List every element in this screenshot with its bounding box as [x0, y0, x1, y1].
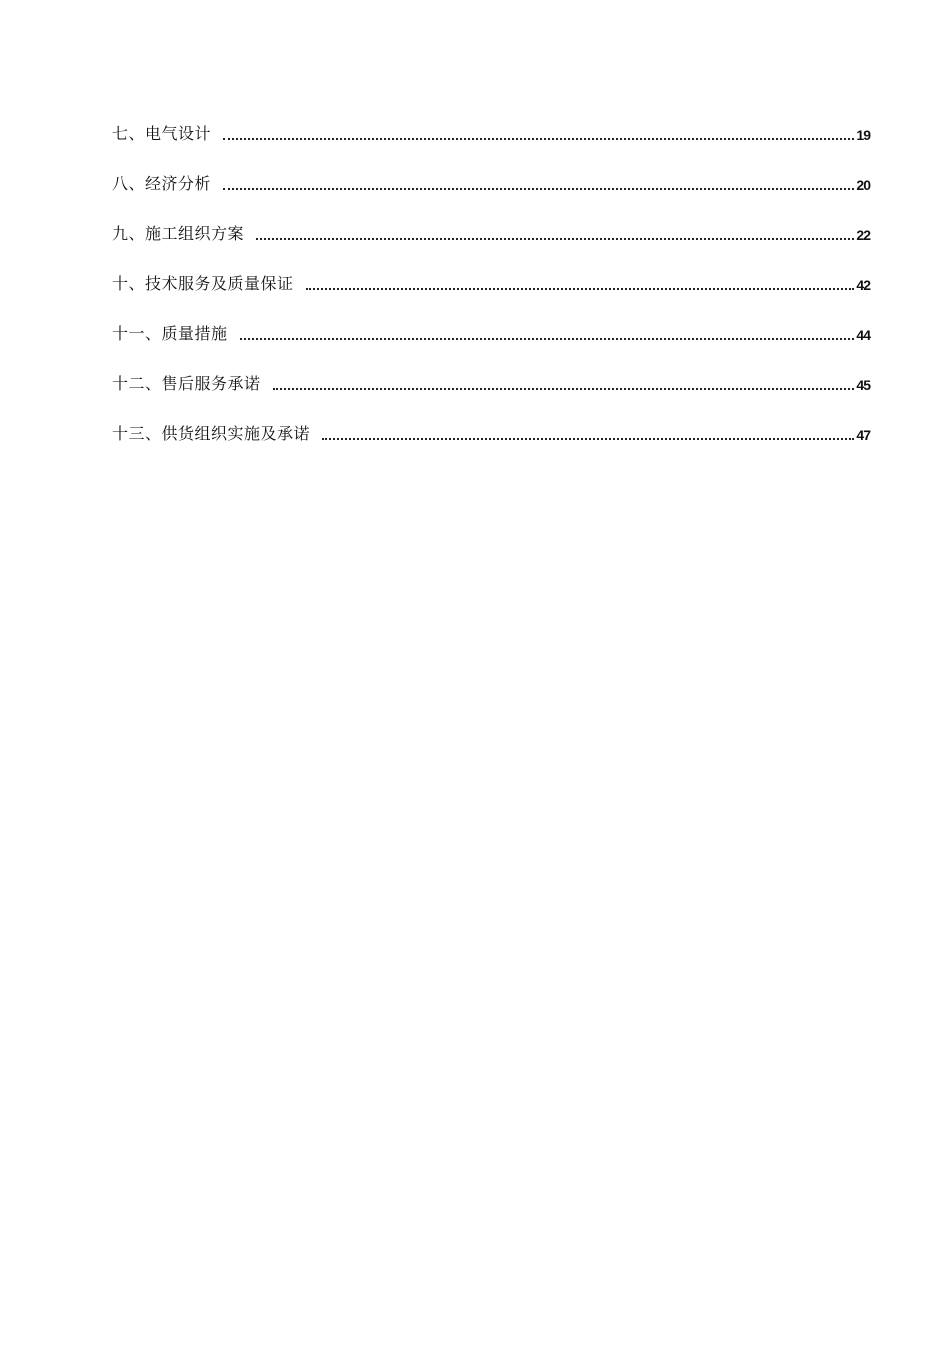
toc-entry-page-number: 42 [856, 277, 870, 293]
toc-dot-leader [223, 188, 854, 190]
table-of-contents [112, 108, 870, 458]
toc-entry-title: 十二、售后服务承诺 [112, 374, 261, 393]
toc-dot-leader [256, 238, 854, 240]
toc-entry-supply-organization[interactable] [112, 408, 870, 458]
toc-entry-economic-analysis[interactable] [112, 158, 870, 208]
toc-entry-page-number: 45 [856, 377, 870, 393]
toc-entry-technical-service-quality[interactable] [112, 258, 870, 308]
toc-entry-electrical-design[interactable] [112, 108, 870, 158]
toc-dot-leader [306, 288, 855, 290]
toc-entry-after-sales-commitment[interactable] [112, 358, 870, 408]
toc-entry-page-number: 19 [856, 127, 870, 143]
toc-entry-title: 八、经济分析 [112, 174, 212, 193]
toc-entry-page-number: 20 [856, 177, 870, 193]
toc-entry-title: 七、电气设计 [112, 124, 212, 143]
toc-entry-construction-plan[interactable] [112, 208, 870, 258]
toc-entry-page-number: 22 [856, 227, 870, 243]
toc-entry-title: 九、施工组织方案 [112, 224, 245, 243]
toc-entry-quality-measures[interactable] [112, 308, 870, 358]
toc-dot-leader [273, 388, 855, 390]
toc-dot-leader [322, 438, 854, 440]
toc-dot-leader [223, 138, 854, 140]
toc-entry-title: 十、技术服务及质量保证 [112, 274, 294, 293]
toc-dot-leader [240, 338, 855, 340]
toc-entry-title: 十一、质量措施 [112, 324, 228, 343]
toc-entry-page-number: 44 [856, 327, 870, 343]
toc-entry-page-number: 47 [856, 427, 870, 443]
toc-entry-title: 十三、供货组织实施及承诺 [112, 424, 311, 443]
